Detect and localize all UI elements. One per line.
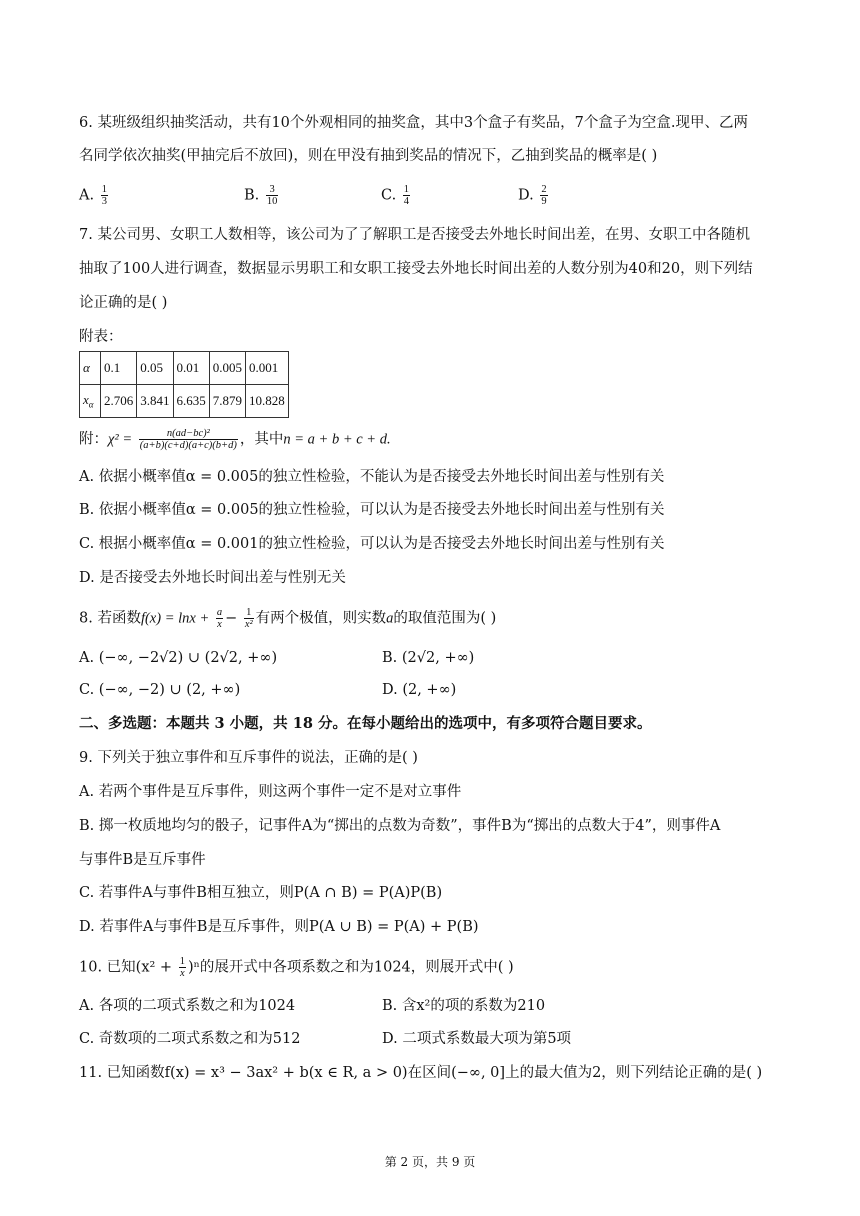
q11-stem: 11. 已知函数f(x) = x³ − 3ax² + b(x ∈ R, a > 0)在区间(−∞, 0]上的最大值为2，则下列结论正确的是( ) — [79, 1065, 763, 1081]
q8-option-c: C. (−∞, −2) ∪ (2, +∞) — [79, 682, 241, 698]
table-cell: 0.01 — [173, 352, 209, 385]
q6-option-a: A. $\frac{1}{3}$ — [79, 184, 107, 207]
page-number-footer: 第 2 页，共 9 页 — [384, 1155, 476, 1169]
q8-option-a: A. (−∞, −2√2) ∪ (2√2, +∞) — [79, 650, 278, 666]
q10-stem: 10. 已知(x² + $\frac{1}{x}$ )ⁿ的展开式中各项系数之和为1024，则展开式中( ) — [79, 956, 514, 979]
q8-option-b: B. (2√2, +∞) — [382, 650, 475, 666]
table-row — [80, 352, 289, 385]
q9-option-d: D. 若事件A与事件B是互斥事件，则P(A ∪ B) = P(A) + P(B) — [79, 919, 479, 935]
q7-chi-square-formula: 附：χ² = $\frac{\text{n(ad−bc)²}}{(a+b)(c+d)(a+c)(b+d)}$ ，其中n = a + b + c + d. — [79, 428, 391, 451]
table-cell: 6.635 — [173, 385, 209, 418]
q7-option-d: D. 是否接受去外地长时间出差与性别无关 — [79, 570, 346, 586]
q10-option-c: C. 奇数项的二项式系数之和为512 — [79, 1031, 301, 1047]
q9-option-b-line2: 与事件B是互斥事件 — [79, 852, 206, 868]
table-cell: 3.841 — [137, 385, 173, 418]
q7-critical-value-table — [79, 351, 289, 418]
section-heading-multiple-choice: 二、多选题：本题共 3 小题，共 18 分。在每小题给出的选项中，有多项符合题目要求。 — [79, 715, 652, 732]
table-cell: 2.706 — [101, 385, 137, 418]
q7-stem-line1: 7. 某公司男、女职工人数相等，该公司为了了解职工是否接受去外地长时间出差，在男、女职工中各随机 — [79, 227, 750, 243]
table-cell: 0.1 — [101, 352, 137, 385]
q7-stem-line3: 论正确的是( ) — [79, 295, 168, 311]
q9-stem: 9. 下列关于独立事件和互斥事件的说法，正确的是( ) — [79, 750, 418, 766]
q9-option-a: A. 若两个事件是互斥事件，则这两个事件一定不是对立事件 — [79, 784, 462, 800]
q6-option-c: C. $\frac{1}{4}$ — [381, 184, 410, 207]
table-cell: 7.879 — [209, 385, 245, 418]
table-cell: $x_\alpha$ — [80, 385, 101, 418]
q6-stem-line2: 名同学依次抽奖(甲抽完后不放回)，则在甲没有抽到奖品的情况下，乙抽到奖品的概率是( ) — [79, 148, 658, 164]
q7-stem-line2: 抽取了100人进行调查，数据显示男职工和女职工接受去外地长时间出差的人数分别为40和20，则下列结 — [79, 261, 753, 277]
q8-stem: 8. 若函数f(x) = lnx + $\frac{a}{x}$ − $\frac{1}{\text{x²}}$ 有两个极值，则实数a的取值范围为( ) — [79, 607, 497, 630]
q7-option-c: C. 根据小概率值α = 0.001的独立性检验，可以认为是否接受去外地长时间出差与性别有关 — [79, 536, 665, 552]
q8-option-d: D. (2, +∞) — [382, 682, 457, 698]
q9-option-c: C. 若事件A与事件B相互独立，则P(A ∩ B) = P(A)P(B) — [79, 885, 443, 901]
q6-option-d: D. $\frac{2}{9}$ — [518, 184, 547, 207]
q9-option-b-line1: B. 掷一枚质地均匀的骰子，记事件A为“掷出的点数为奇数”，事件B为“掷出的点数大于4”，则事件A — [79, 818, 721, 834]
table-cell: 10.828 — [246, 385, 289, 418]
table-cell: α — [80, 352, 101, 385]
q7-table-caption: 附表： — [79, 329, 123, 345]
q7-option-b: B. 依据小概率值α = 0.005的独立性检验，可以认为是否接受去外地长时间出差与性别有关 — [79, 502, 665, 518]
q6-stem-line1: 6. 某班级组织抽奖活动，共有10个外观相同的抽奖盒，其中3个盒子有奖品，7个盒子为空盒.现甲、乙两 — [79, 115, 748, 131]
q10-option-d: D. 二项式系数最大项为第5项 — [382, 1031, 572, 1047]
table-cell: 0.005 — [209, 352, 245, 385]
q7-option-a: A. 依据小概率值α = 0.005的独立性检验，不能认为是否接受去外地长时间出差与性别有关 — [79, 469, 665, 485]
table-cell: 0.001 — [246, 352, 289, 385]
q6-option-b: B. $\frac{3}{10}$ — [244, 184, 278, 207]
table-cell: 0.05 — [137, 352, 173, 385]
table-row — [80, 385, 289, 418]
q10-option-a: A. 各项的二项式系数之和为1024 — [79, 998, 296, 1014]
q10-option-b: B. 含x²的项的系数为210 — [382, 998, 546, 1014]
